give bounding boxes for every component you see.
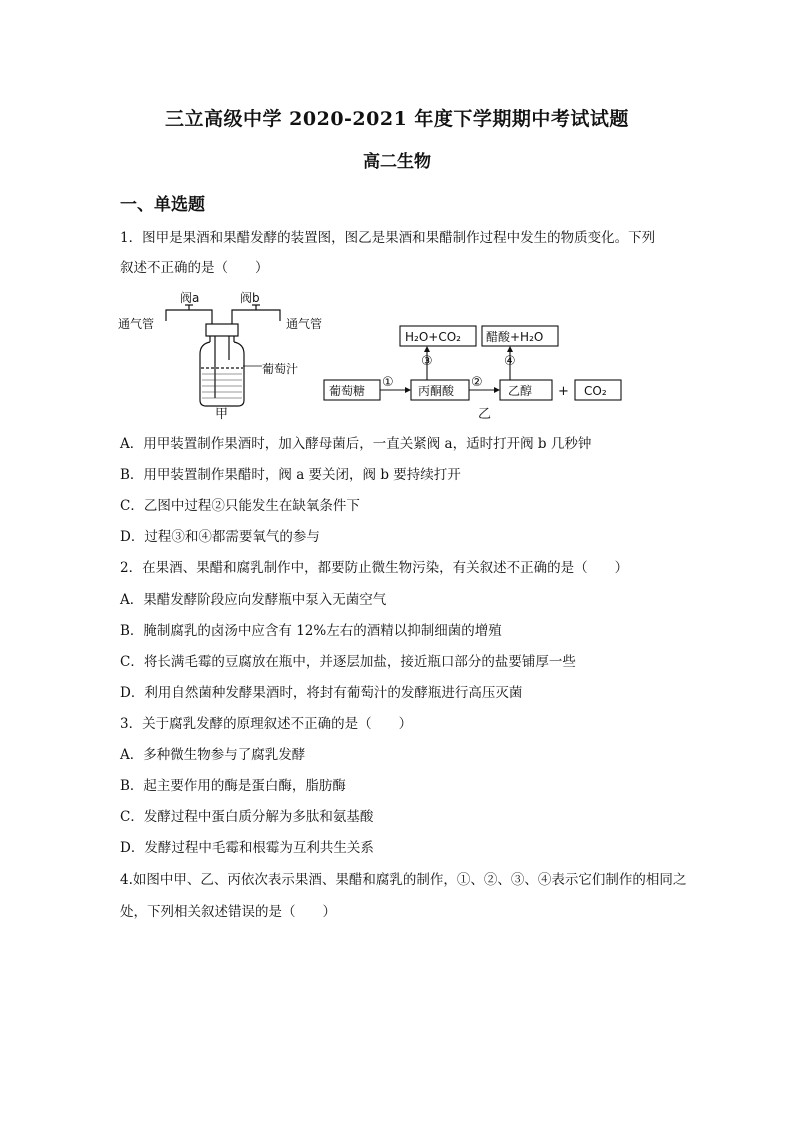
q1-option-a: A．用甲装置制作果酒时，加入酵母菌后，一直关紧阀 a，适时打开阀 b 几秒钟: [120, 436, 592, 452]
vent-right-label: 通气管: [286, 317, 323, 331]
q3-option-b: B．起主要作用的酶是蛋白酶，脂肪酶: [120, 778, 346, 794]
acetic-label: 醋酸+H₂O: [486, 330, 544, 344]
q2-option-c: C．将长满毛霉的豆腐放在瓶中，并逐层加盐，接近瓶口部分的盐要铺厚一些: [120, 654, 576, 670]
q2-stem: 2．在果酒、果醋和腐乳制作中，都要防止微生物污染，有关叙述不正确的是（ ）: [120, 560, 629, 576]
label-yi: 乙: [478, 407, 492, 422]
valve-b-label: 阀b: [240, 291, 260, 305]
valve-a-label: 阀a: [180, 291, 200, 305]
exam-title: 三立高级中学 2020-2021 年度下学期期中考试试题: [165, 108, 629, 130]
q2-option-d: D．利用自然菌种发酵果酒时，将封有葡萄汁的发酵瓶进行高压灭菌: [120, 685, 523, 701]
vent-left-label: 通气管: [118, 317, 155, 331]
q3-option-a: A．多种微生物参与了腐乳发酵: [120, 747, 306, 763]
plus-sign: +: [558, 384, 569, 399]
step-4-label: ④: [504, 354, 516, 369]
juice-label: 葡萄汁: [262, 362, 299, 376]
q2-option-a: A．果醋发酵阶段应向发酵瓶中泵入无菌空气: [120, 592, 387, 608]
pyruvate-label: 丙酮酸: [418, 384, 455, 398]
glucose-label: 葡萄糖: [329, 384, 366, 398]
ethanol-label: 乙醇: [508, 384, 533, 398]
q1-figure-svg: [116, 288, 636, 423]
q1-stem-line1: 1．图甲是果酒和果醋发酵的装置图，图乙是果酒和果醋制作过程中发生的物质变化。下列: [120, 230, 656, 246]
q3-option-c: C．发酵过程中蛋白质分解为多肽和氨基酸: [120, 809, 374, 825]
left-vent-tube: [166, 310, 212, 326]
section-heading: 一、单选题: [120, 195, 205, 215]
right-vent-tube: [232, 310, 280, 326]
grape-juice-liquid: [202, 374, 242, 398]
bottle-stopper: [206, 324, 238, 336]
step-3-label: ③: [421, 354, 433, 369]
step-1-label: ①: [382, 375, 394, 390]
step-2-label: ②: [471, 375, 483, 390]
q1-stem-line2: 叙述不正确的是（ ）: [120, 260, 269, 276]
h2o-co2-label: H₂O+CO₂: [405, 330, 461, 344]
q1-option-d: D．过程③和④都需要氧气的参与: [120, 529, 320, 545]
q2-option-b: B．腌制腐乳的卤汤中应含有 12%左右的酒精以抑制细菌的增殖: [120, 623, 502, 639]
q3-option-d: D．发酵过程中毛霉和根霉为互利共生关系: [120, 840, 374, 856]
q4-stem-line2: 处，下列相关叙述错误的是（ ）: [120, 904, 336, 920]
label-jia: 甲: [215, 407, 229, 422]
q1-option-b: B．用甲装置制作果醋时，阀 a 要关闭，阀 b 要持续打开: [120, 467, 461, 483]
co2-label: CO₂: [584, 384, 607, 398]
exam-subtitle: 高二生物: [363, 152, 431, 172]
q4-stem-line1: 4.如图中甲、乙、丙依次表示果酒、果醋和腐乳的制作，①、②、③、④表示它们制作的相同之: [120, 872, 687, 888]
q1-figure: [116, 288, 636, 423]
q3-stem: 3．关于腐乳发酵的原理叙述不正确的是（ ）: [120, 716, 413, 732]
q1-option-c: C．乙图中过程②只能发生在缺氧条件下: [120, 498, 360, 514]
